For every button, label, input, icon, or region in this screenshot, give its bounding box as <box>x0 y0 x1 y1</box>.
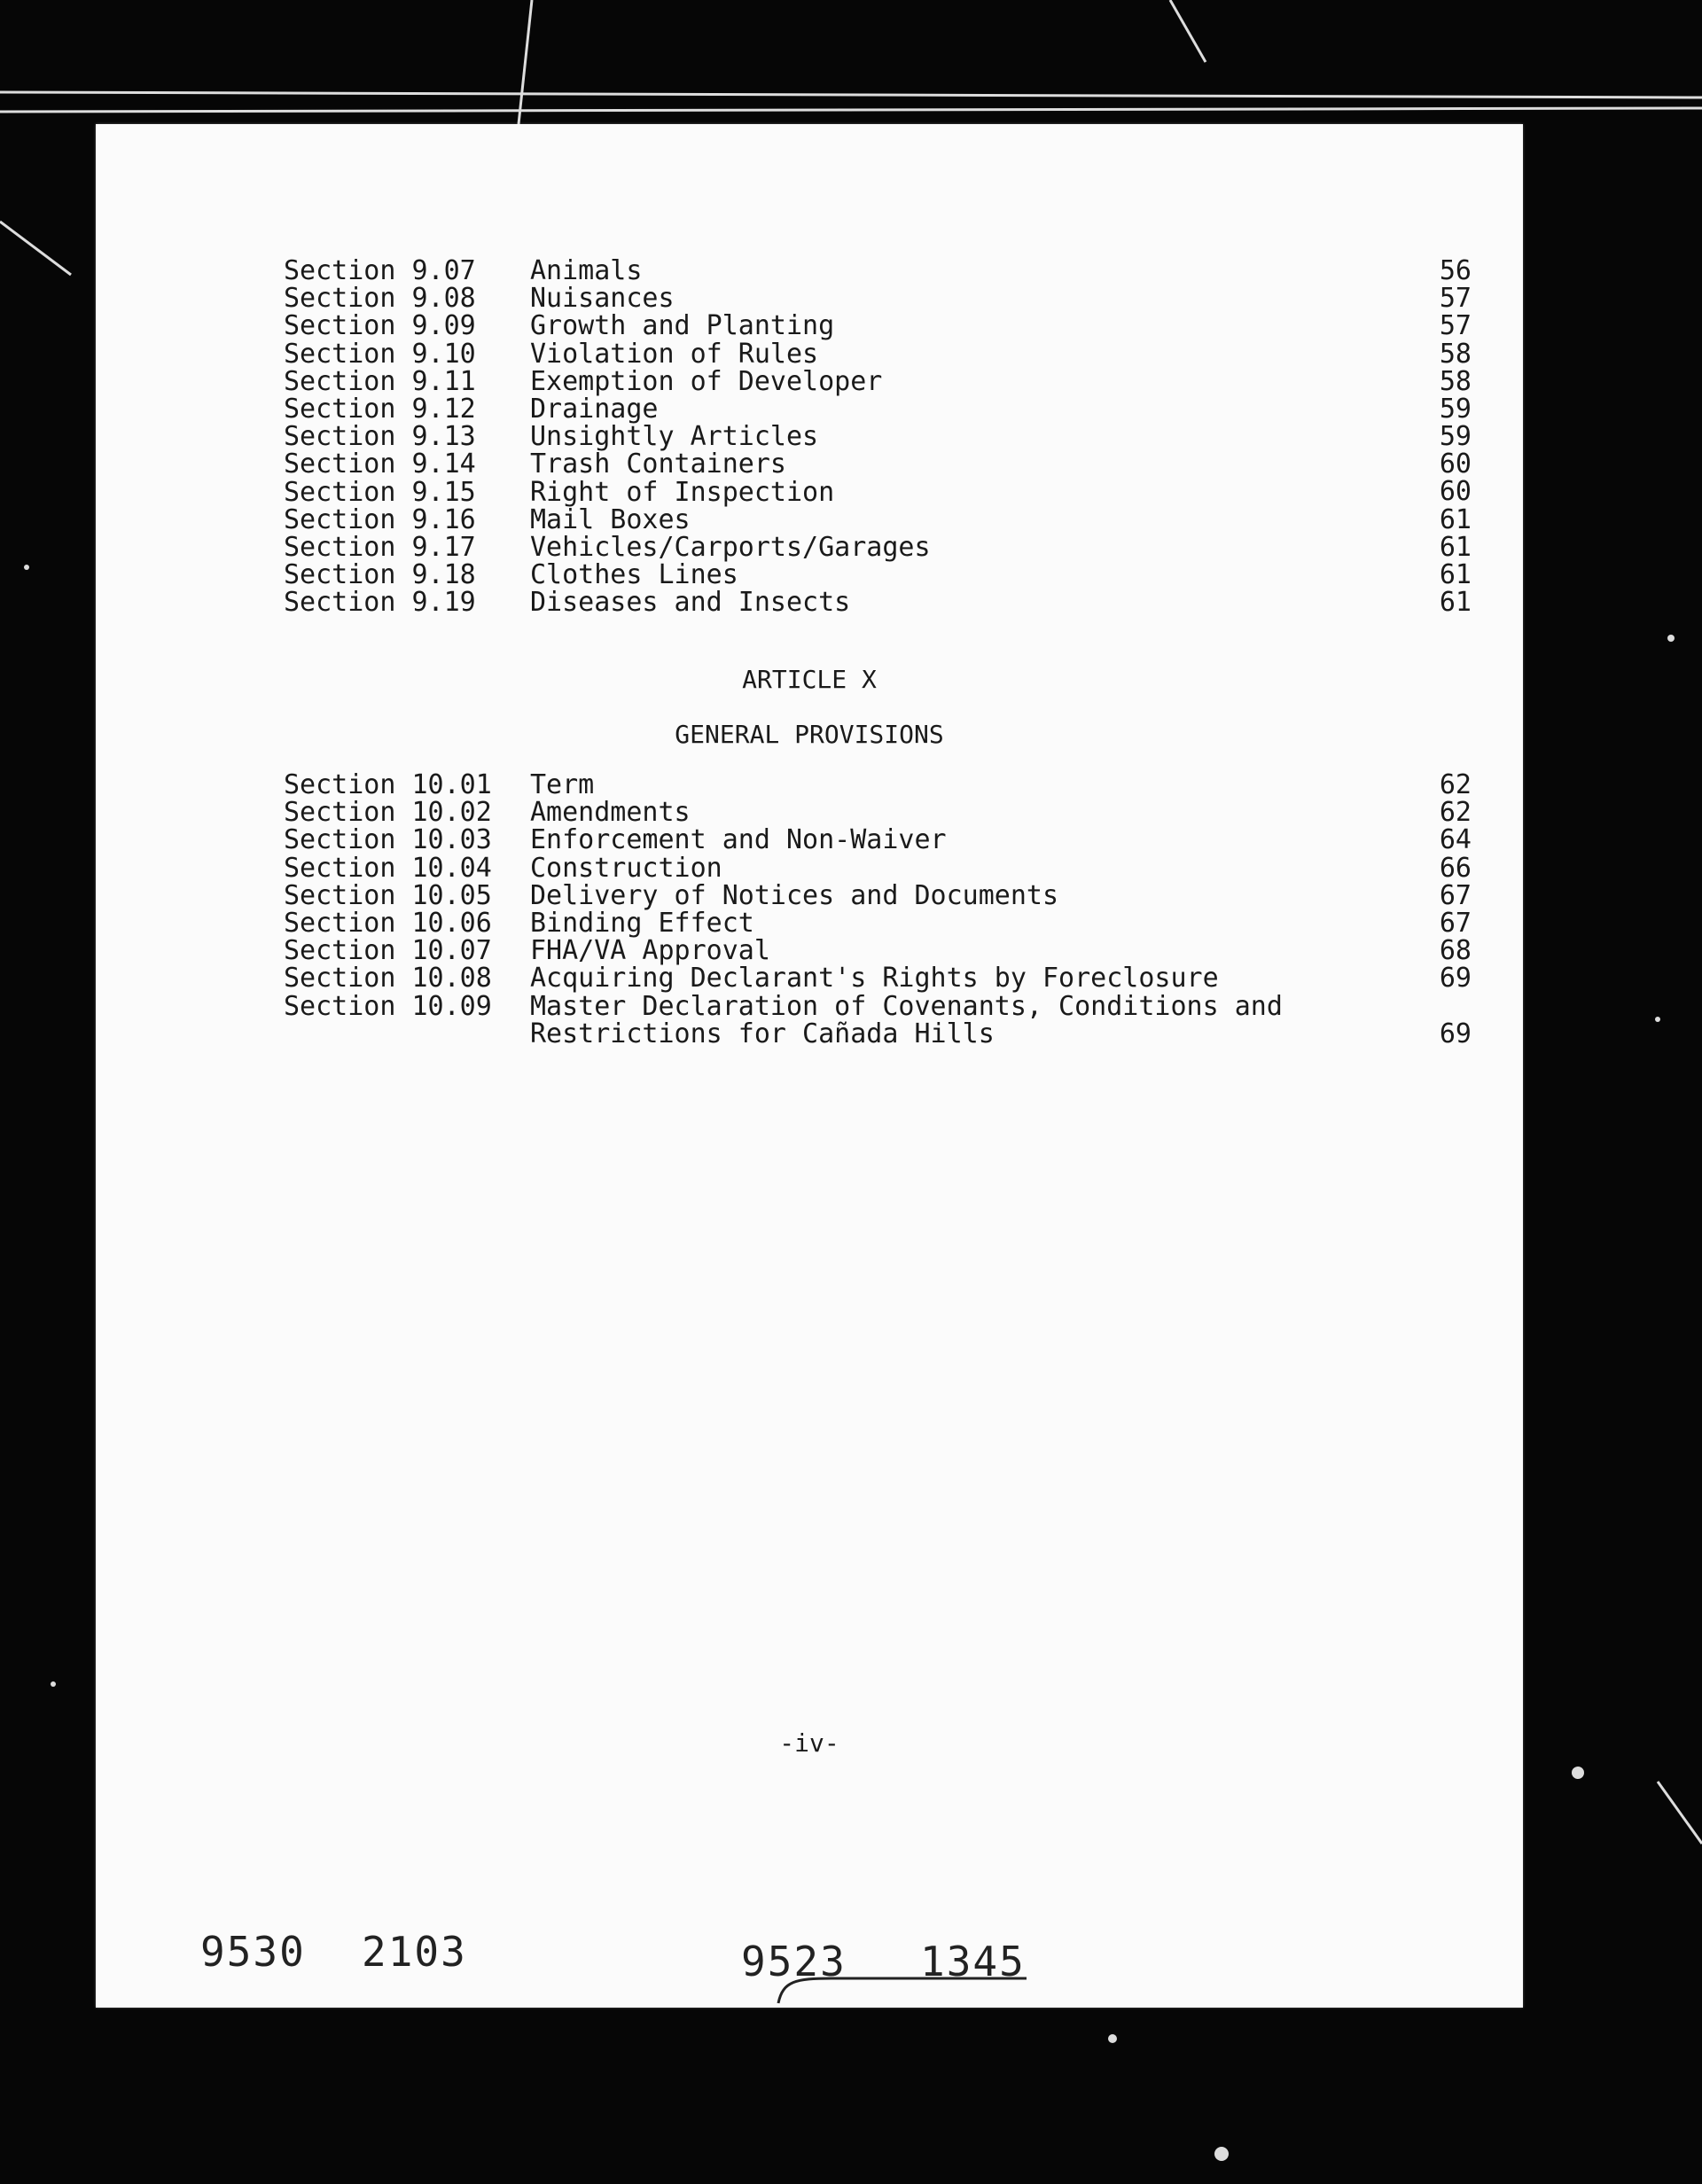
page-ref: 66 <box>1439 852 1472 884</box>
toc-row <box>284 826 1472 854</box>
toc-article-x <box>284 768 1472 1049</box>
article-heading: ARTICLE X <box>742 665 877 694</box>
document-page <box>96 124 1523 2008</box>
section-number: Section 9.09 <box>284 310 476 342</box>
section-number: Section 9.10 <box>284 338 476 370</box>
section-title: Enforcement and Non-Waiver <box>530 824 947 856</box>
page-ref: 59 <box>1439 393 1472 425</box>
section-title: Mail Boxes <box>530 503 691 535</box>
page-ref: 61 <box>1439 531 1472 563</box>
toc-row <box>284 587 1472 619</box>
section-title: Acquiring Declarant's Rights by Foreclosure <box>530 963 1219 994</box>
section-title: Violation of Rules <box>530 338 819 370</box>
section-number: Section 9.12 <box>284 393 476 425</box>
recording-page-right: 1345 <box>920 1938 1026 1985</box>
toc-row <box>284 365 1472 397</box>
section-number: Section 9.08 <box>284 283 476 315</box>
page-ref: 58 <box>1439 338 1472 370</box>
section-title: Master Declaration of Covenants, Conditions and Restrictions for Cañada Hills <box>530 990 1283 1049</box>
toc-row <box>284 310 1472 342</box>
toc-row <box>284 561 1472 589</box>
section-number: Section 9.19 <box>284 587 476 619</box>
toc-row <box>284 854 1472 882</box>
section-number: Section 10.07 <box>284 935 492 967</box>
toc-article-ix <box>284 254 1472 619</box>
section-title: Animals <box>530 255 643 286</box>
section-title: Growth and Planting <box>530 310 835 342</box>
page-ref: 59 <box>1439 421 1472 453</box>
toc-row <box>284 421 1472 453</box>
section-number: Section 9.13 <box>284 421 476 453</box>
section-title: Amendments <box>530 797 691 829</box>
section-title: FHA/VA Approval <box>530 935 770 967</box>
section-number: Section 10.08 <box>284 963 492 994</box>
page-ref: 68 <box>1439 935 1472 967</box>
page-ref: 61 <box>1439 587 1472 619</box>
section-number: Section 9.16 <box>284 503 476 535</box>
section-title: Vehicles/Carports/Garages <box>530 531 931 563</box>
page-ref: 60 <box>1439 476 1472 508</box>
toc-row <box>284 531 1472 563</box>
section-title: Nuisances <box>530 283 675 315</box>
toc-row <box>284 879 1472 911</box>
section-number: Section 9.17 <box>284 531 476 563</box>
page-ref: 61 <box>1439 559 1472 591</box>
toc-row <box>284 935 1472 967</box>
section-number: Section 9.11 <box>284 365 476 397</box>
toc-row <box>284 503 1472 535</box>
section-number: Section 10.01 <box>284 769 492 800</box>
page-ref: 67 <box>1439 879 1472 911</box>
section-title: Term <box>530 769 595 800</box>
section-number: Section 10.09 <box>284 990 492 1022</box>
section-title: Delivery of Notices and Documents <box>530 879 1059 911</box>
section-number: Section 9.14 <box>284 448 476 480</box>
section-title: Trash Containers <box>530 448 786 480</box>
page-ref: 64 <box>1439 824 1472 856</box>
page-ref: 67 <box>1439 907 1472 939</box>
recording-docket-left: 9530 <box>200 1928 306 1976</box>
page-ref: 60 <box>1439 448 1472 480</box>
toc-row <box>284 909 1472 937</box>
page-ref: 62 <box>1439 797 1472 829</box>
section-number: Section 9.15 <box>284 476 476 508</box>
page-ref: 57 <box>1439 283 1472 315</box>
page-ref: 62 <box>1439 768 1472 800</box>
section-title: Drainage <box>530 393 659 425</box>
section-number: Section 10.04 <box>284 852 492 884</box>
toc-row <box>284 450 1472 478</box>
toc-row <box>284 768 1472 800</box>
section-title: Binding Effect <box>530 907 754 939</box>
section-number: Section 10.05 <box>284 879 492 911</box>
toc-row <box>284 476 1472 508</box>
section-title: Right of Inspection <box>530 476 835 508</box>
section-title: Exemption of Developer <box>530 365 883 397</box>
toc-row <box>284 797 1472 829</box>
toc-row <box>284 254 1472 286</box>
section-number: Section 10.02 <box>284 797 492 829</box>
page-number: -iv- <box>779 1728 839 1758</box>
toc-row <box>284 964 1472 992</box>
page-ref: 58 <box>1439 365 1472 397</box>
toc-row <box>284 340 1472 368</box>
section-number: Section 10.06 <box>284 907 492 939</box>
section-title: Clothes Lines <box>530 559 738 591</box>
toc-row <box>284 283 1472 315</box>
section-title: Construction <box>530 852 722 884</box>
section-title: Unsightly Articles <box>530 421 819 453</box>
toc-row <box>284 395 1472 423</box>
section-title: Diseases and Insects <box>530 587 851 619</box>
page-ref: 69 <box>1439 963 1472 994</box>
section-number: Section 9.18 <box>284 559 476 591</box>
recording-docket-right: 9523 <box>741 1938 847 1985</box>
page-ref: 56 <box>1439 254 1472 286</box>
toc-row <box>284 990 1472 1049</box>
page-ref: 61 <box>1439 503 1472 535</box>
section-number: Section 9.07 <box>284 255 476 286</box>
page-ref: 57 <box>1439 310 1472 342</box>
recording-page-left: 2103 <box>362 1928 467 1976</box>
section-number: Section 10.03 <box>284 824 492 856</box>
page-ref: 69 <box>1439 1018 1472 1049</box>
article-subheading: GENERAL PROVISIONS <box>675 720 944 749</box>
